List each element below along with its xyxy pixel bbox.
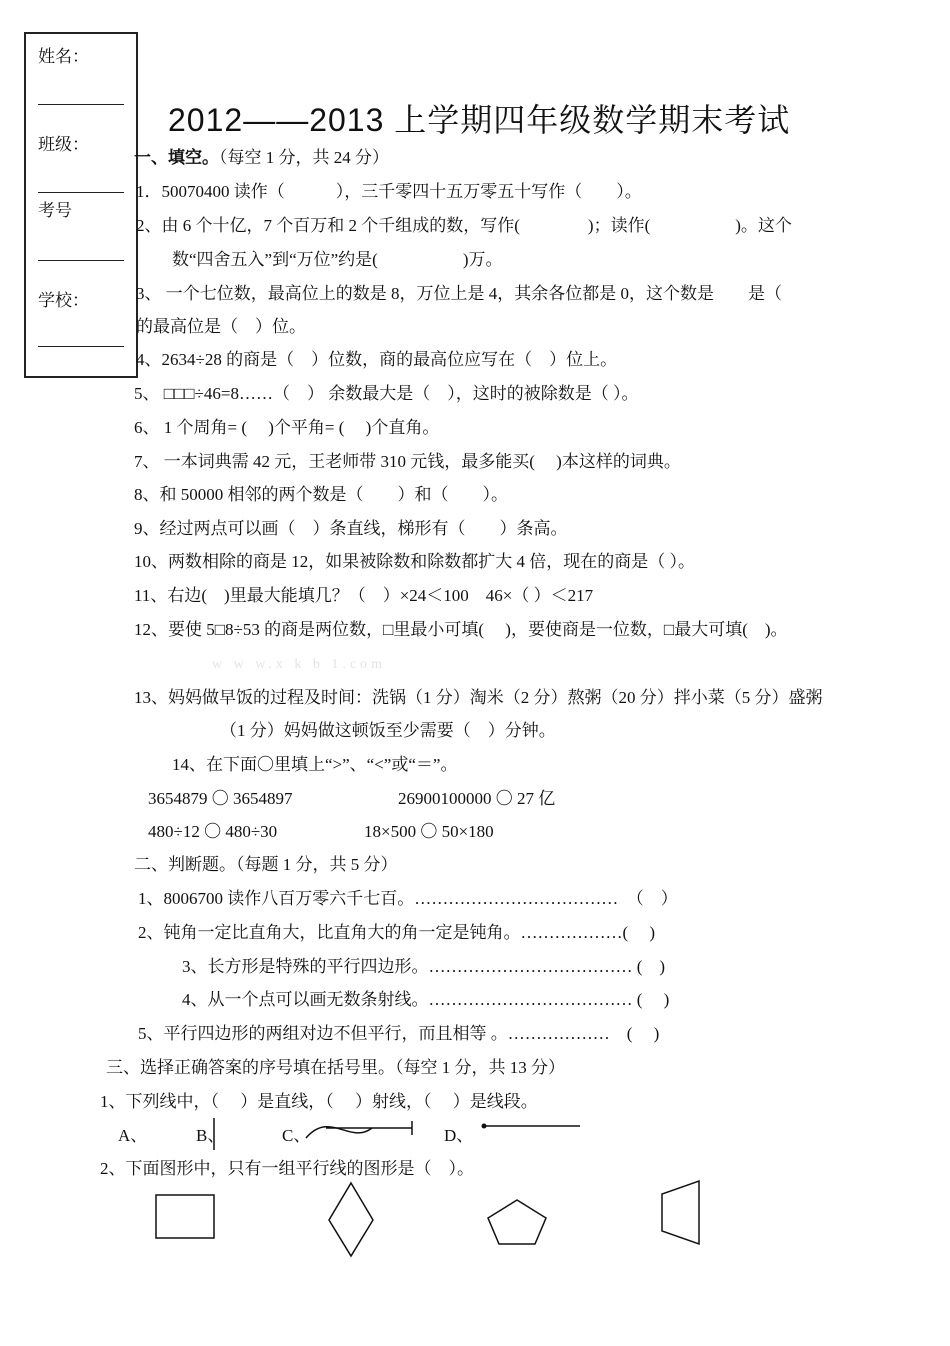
judge-4: 4、从一个点可以画无数条射线。……………………………… ( ) (182, 990, 670, 1009)
question-3-line1: 3、 一个七位数，最高位上的数是 8，万位上是 4，其余各位都是 0，这个数是 是（ (136, 284, 782, 303)
question-1: 1．50070400 读作（ ），三千零四十五万零五十写作（ ）。 (136, 182, 642, 201)
question-4: 4、2634÷28 的商是（ ）位数，商的最高位应写在（ ）位上。 (136, 350, 618, 369)
option-a-label: A、 (118, 1126, 148, 1145)
question-2-line1: 2、由 6 个十亿，7 个百万和 2 个千组成的数，写作( )；读作( )。这个 (136, 216, 792, 235)
question-6: 6、 1 个周角= ( )个平角= ( )个直角。 (134, 418, 440, 437)
question-13-line1: 13、妈妈做早饭的过程及时间：洗锅（1 分）淘米（2 分）熬粥（20 分）拌小菜（5 分）盛粥 (134, 688, 823, 707)
question-9: 9、经过两点可以画（ ）条直线，梯形有（ ）条高。 (134, 519, 568, 538)
choice-1: 1、下列线中，（ ）是直线，（ ）射线，（ ）是线段。 (100, 1092, 538, 1111)
compare-d: 18×500 〇 50×180 (364, 822, 494, 841)
question-2-line2: 数“四舍五入”到“万位”约是( )万。 (172, 250, 503, 269)
compare-b: 26900100000 〇 27 亿 (398, 789, 556, 808)
section3-heading: 三、选择正确答案的序号填在括号里。（每空 1 分，共 13 分） (106, 1058, 565, 1077)
question-7: 7、 一本词典需 42 元，王老师带 310 元钱，最多能买( )本这样的词典。 (134, 452, 681, 471)
rhombus-shape (329, 1183, 373, 1256)
question-12: 12、要使 5□8÷53 的商是两位数，□里最小可填( )，要使商是一位数，□最大可填( )。 (134, 620, 788, 639)
option-d-label: D、 (444, 1126, 474, 1145)
judge-1: 1、8006700 读作八百万零六千七百。……………………………… （ ） (138, 889, 678, 908)
section1-heading-bold: 一、填空。 (134, 148, 219, 167)
pentagon-shape (488, 1200, 546, 1244)
option-c-label: C、 (282, 1126, 311, 1145)
question-8: 8、和 50000 相邻的两个数是（ ）和（ ）。 (134, 485, 508, 504)
trapezoid-shape (662, 1181, 699, 1244)
compare-a: 3654879 〇 3654897 (148, 789, 293, 808)
judge-2: 2、钝角一定比直角大，比直角大的角一定是钝角。………………( ) (138, 923, 656, 942)
section2-heading: 二、判断题。（每题 1 分，共 5 分） (134, 855, 398, 874)
name-label: 姓名： (38, 47, 89, 66)
question-5: 5、 □□□÷46=8……（ ） 余数最大是（ ），这时的被除数是（ ）。 (134, 384, 639, 403)
school-label: 学校： (38, 291, 89, 310)
question-3-line2: 的最高位是（ ）位。 (136, 317, 306, 336)
watermark: w w w.x k b 1.com (212, 657, 387, 672)
compare-c: 480÷12 〇 480÷30 (148, 822, 278, 841)
question-14: 14、在下面〇里填上“>”、“<”或“＝”。 (172, 755, 458, 774)
choice-2: 2、下面图形中，只有一组平行线的图形是（ ）。 (100, 1159, 474, 1178)
rectangle-shape (156, 1195, 214, 1238)
question-11: 11、右边( )里最大能填几？（ ）×24＜100 46×（ ）＜217 (134, 586, 594, 605)
exam-no-label: 考号 (38, 201, 72, 220)
option-b-label: B、 (196, 1126, 225, 1145)
judge-5: 5、平行四边形的两组对边不但平行，而且相等 。……………… ( ) (138, 1024, 660, 1043)
question-13-line2: （1 分）妈妈做这顿饭至少需要（ ）分钟。 (220, 721, 556, 740)
class-label: 班级： (38, 135, 89, 154)
judge-3: 3、长方形是特殊的平行四边形。……………………………… ( ) (182, 957, 666, 976)
section1-heading-note: （每空 1 分，共 24 分） (219, 148, 389, 167)
page-title: 2012——2013 上学期四年级数学期末考试 (168, 102, 791, 138)
question-10: 10、两数相除的商是 12，如果被除数和除数都扩大 4 倍，现在的商是（ ）。 (134, 552, 695, 571)
